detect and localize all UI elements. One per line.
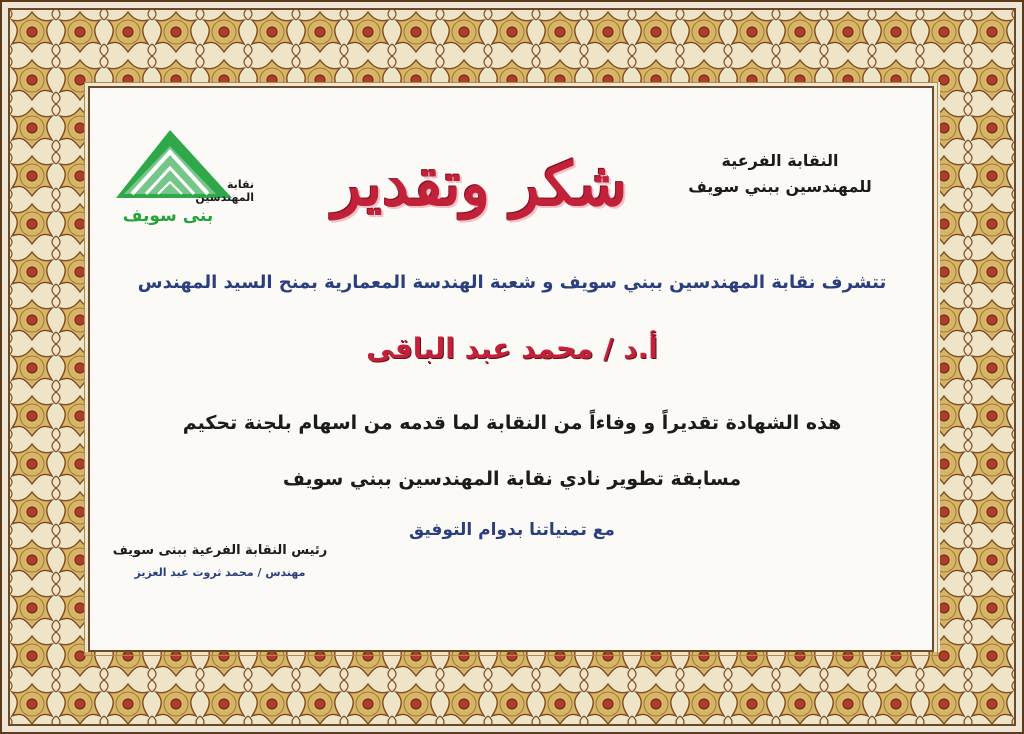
union-header-line2: للمهندسين ببني سويف (688, 177, 872, 196)
union-header-line1: النقابة الفرعية (721, 151, 839, 170)
signatory-block (100, 540, 340, 584)
logo-org-name: نقابة المهندسين (195, 178, 254, 204)
certificate-body-line2: مسابقة تطوير نادي نقابة المهندسين ببني سويف (282, 468, 742, 490)
certificate-title: شكر وتقدير (332, 150, 628, 220)
signatory-title: رئيس النقابة الفرعية ببنى سويف (112, 543, 328, 558)
certificate-body-line1: هذه الشهادة تقديراً و وفاءاً من النقابة لما قدمه من اسهام بلجنة تحكيم (182, 412, 842, 434)
closing-wish: مع تمنياتنا بدوام التوفيق (409, 520, 615, 540)
intro-text: تتشرف نقابة المهندسين ببني سويف و شعبة الهندسة المعمارية بمنح السيد المهندس (137, 272, 887, 293)
logo-city: بنى سويف (122, 206, 214, 226)
union-header (680, 148, 880, 200)
recipient-name: أ.د / محمد عبد الباقى (366, 332, 658, 365)
signatory-name: مهندس / محمد ثروت عبد العزيز (134, 566, 306, 579)
